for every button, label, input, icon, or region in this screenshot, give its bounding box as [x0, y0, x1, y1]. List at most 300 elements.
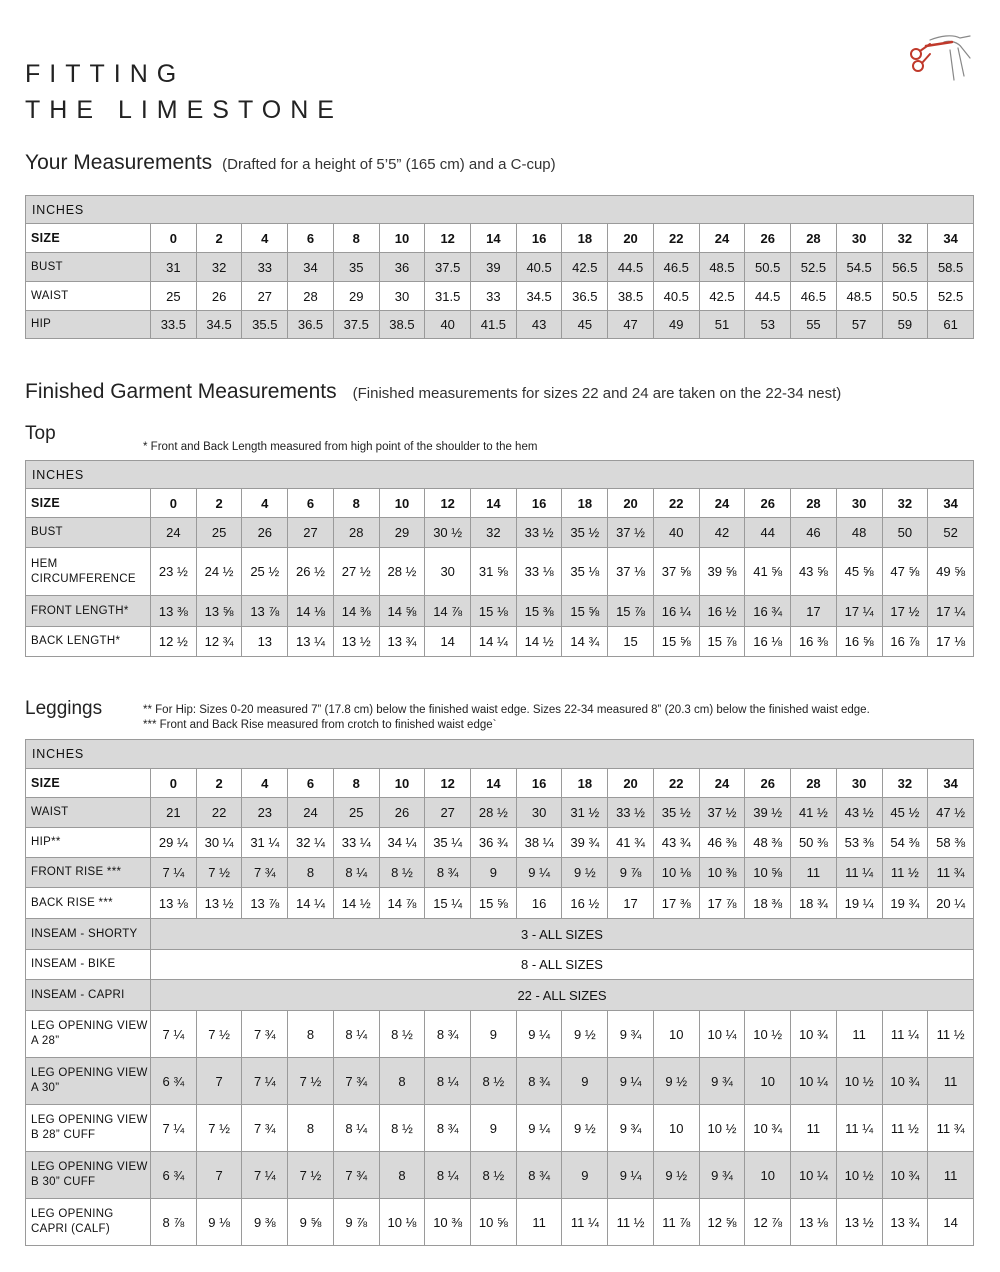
table-cell: 10 ⅛ — [653, 858, 699, 888]
table-cell: 55 — [791, 311, 837, 339]
table-cell: 37 ½ — [699, 798, 745, 828]
table-cell: 10 ½ — [699, 1105, 745, 1152]
row-label: LEG OPENING VIEW B 28” CUFF — [26, 1105, 151, 1152]
table-cell: 14 ½ — [516, 627, 562, 657]
size-header-cell: 6 — [288, 769, 334, 798]
table-cell: 9 ¾ — [608, 1011, 654, 1058]
table-cell: 33.5 — [151, 311, 197, 339]
table-cell: 8 ½ — [379, 1105, 425, 1152]
table-cell: 35 ¼ — [425, 828, 471, 858]
table-cell: 32 — [196, 253, 242, 282]
size-header-cell: 8 — [333, 769, 379, 798]
table-cell: 9 — [471, 1011, 517, 1058]
table-cell: 16 ⅛ — [745, 627, 791, 657]
table-cell: 17 — [608, 888, 654, 919]
table-cell: 7 ¾ — [242, 1011, 288, 1058]
table-cell: 37 ⅝ — [653, 548, 699, 596]
size-header-cell: 2 — [196, 489, 242, 518]
table-cell: 32 ¼ — [288, 828, 334, 858]
table-cell: 38.5 — [608, 282, 654, 311]
leggings-table — [25, 739, 974, 1246]
table-cell: 26 ½ — [288, 548, 334, 596]
table-row — [26, 798, 974, 828]
table-cell: 13 ⅛ — [791, 1199, 837, 1246]
table-cell: 16 ¼ — [653, 596, 699, 627]
table-cell: 50.5 — [882, 282, 928, 311]
table-cell: 17 ⅜ — [653, 888, 699, 919]
table-cell: 39 ¾ — [562, 828, 608, 858]
table-cell: 27 — [242, 282, 288, 311]
table-cell: 10 ¼ — [791, 1152, 837, 1199]
table-cell: 10 — [745, 1058, 791, 1105]
table-cell: 10 ¾ — [745, 1105, 791, 1152]
table-cell: 7 ¾ — [333, 1058, 379, 1105]
table-cell: 16 ¾ — [745, 596, 791, 627]
table-cell: 31 ⅝ — [471, 548, 517, 596]
table-cell: 9 ¾ — [699, 1152, 745, 1199]
size-header-cell: 6 — [288, 224, 334, 253]
table-cell: 13 ½ — [333, 627, 379, 657]
table-cell: 34.5 — [516, 282, 562, 311]
table-cell: 9 ¾ — [699, 1058, 745, 1105]
table-cell: 35 — [333, 253, 379, 282]
size-header-cell: 24 — [699, 224, 745, 253]
size-header-cell: 22 — [653, 769, 699, 798]
table-cell: 25 — [151, 282, 197, 311]
table-cell: 54 ⅜ — [882, 828, 928, 858]
table-cell: 44.5 — [745, 282, 791, 311]
row-label: FRONT RISE *** — [26, 858, 151, 888]
all-sizes-cell: 3 - ALL SIZES — [151, 919, 974, 950]
size-header-cell: 32 — [882, 769, 928, 798]
table-cell: 26 — [242, 518, 288, 548]
size-header-cell: 34 — [928, 489, 974, 518]
size-header-cell: 14 — [471, 489, 517, 518]
table-cell: 11 — [516, 1199, 562, 1246]
size-label: SIZE — [26, 489, 151, 518]
table-cell: 31 ¼ — [242, 828, 288, 858]
size-header-row — [26, 224, 974, 253]
table-cell: 7 ¾ — [242, 858, 288, 888]
table-cell: 9 ¼ — [608, 1152, 654, 1199]
table-cell: 19 ¼ — [836, 888, 882, 919]
table-cell: 12 ½ — [151, 627, 197, 657]
table-cell: 16 ⅝ — [836, 627, 882, 657]
size-header-cell: 34 — [928, 224, 974, 253]
table-cell: 18 ⅜ — [745, 888, 791, 919]
top-note: * Front and Back Length measured from high point of the shoulder to the hem — [143, 441, 538, 453]
table-cell: 11 ¾ — [928, 1105, 974, 1152]
size-header-cell: 12 — [425, 489, 471, 518]
table-cell: 47 — [608, 311, 654, 339]
table-cell: 7 ½ — [196, 1011, 242, 1058]
table-cell: 41 ½ — [791, 798, 837, 828]
table-cell: 29 — [333, 282, 379, 311]
table-cell: 9 ⅝ — [288, 1199, 334, 1246]
table-cell: 52.5 — [791, 253, 837, 282]
table-cell: 39 ½ — [745, 798, 791, 828]
table-cell: 12 ⅞ — [745, 1199, 791, 1246]
table-cell: 26 — [379, 798, 425, 828]
table-cell: 15 ⅛ — [471, 596, 517, 627]
table-cell: 48 — [836, 518, 882, 548]
table-cell: 10 ¼ — [791, 1058, 837, 1105]
table-cell: 17 ⅞ — [699, 888, 745, 919]
table-cell: 24 — [288, 798, 334, 828]
table-cell: 27 — [425, 798, 471, 828]
table-cell: 15 ⅞ — [699, 627, 745, 657]
size-header-cell: 8 — [333, 489, 379, 518]
table-cell: 16 — [516, 888, 562, 919]
table-cell: 11 ½ — [608, 1199, 654, 1246]
table-cell: 8 ¼ — [333, 858, 379, 888]
size-header-cell: 24 — [699, 769, 745, 798]
table-cell: 37.5 — [333, 311, 379, 339]
table-cell: 52 — [928, 518, 974, 548]
row-label: HIP** — [26, 828, 151, 858]
table-cell: 56.5 — [882, 253, 928, 282]
table-cell: 7 ¾ — [333, 1152, 379, 1199]
table-cell: 9 — [562, 1058, 608, 1105]
table-cell: 8 ⅞ — [151, 1199, 197, 1246]
units-label: INCHES — [26, 740, 974, 769]
table-cell: 33 — [471, 282, 517, 311]
size-header-cell: 28 — [791, 769, 837, 798]
table-cell: 43 ⅝ — [791, 548, 837, 596]
units-label: INCHES — [26, 196, 974, 224]
table-cell: 16 ⅜ — [791, 627, 837, 657]
size-header-cell: 12 — [425, 224, 471, 253]
table-cell: 9 ⅞ — [608, 858, 654, 888]
finished-garment-subtitle: (Finished measurements for sizes 22 and 24 are taken on the 22-34 nest) — [352, 385, 842, 402]
size-header-cell: 2 — [196, 224, 242, 253]
table-cell: 32 — [471, 518, 517, 548]
table-cell: 59 — [882, 311, 928, 339]
table-cell: 42 — [699, 518, 745, 548]
size-header-cell: 4 — [242, 224, 288, 253]
table-cell: 26 — [196, 282, 242, 311]
size-header-cell: 0 — [151, 224, 197, 253]
table-cell: 14 ⅞ — [379, 888, 425, 919]
size-header-cell: 18 — [562, 224, 608, 253]
table-cell: 36 — [379, 253, 425, 282]
table-cell: 13 ⅛ — [151, 888, 197, 919]
size-header-cell: 0 — [151, 769, 197, 798]
table-cell: 14 ¾ — [562, 627, 608, 657]
table-cell: 7 ¾ — [242, 1105, 288, 1152]
table-cell: 25 ½ — [242, 548, 288, 596]
size-label: SIZE — [26, 769, 151, 798]
table-cell: 49 — [653, 311, 699, 339]
table-cell: 14 ⅝ — [379, 596, 425, 627]
table-cell: 11 ½ — [882, 858, 928, 888]
table-cell: 14 ⅛ — [288, 596, 334, 627]
table-cell: 36.5 — [288, 311, 334, 339]
table-cell: 15 ⅜ — [516, 596, 562, 627]
table-cell: 13 ¼ — [288, 627, 334, 657]
table-cell: 7 — [196, 1152, 242, 1199]
size-header-cell: 16 — [516, 224, 562, 253]
table-cell: 13 — [242, 627, 288, 657]
table-cell: 10 ¼ — [699, 1011, 745, 1058]
table-cell: 9 ½ — [562, 1011, 608, 1058]
table-cell: 39 — [471, 253, 517, 282]
size-header-cell: 14 — [471, 224, 517, 253]
table-cell: 36.5 — [562, 282, 608, 311]
page-title-line-2: THE LIMESTONE — [25, 96, 343, 124]
table-cell: 42.5 — [699, 282, 745, 311]
table-cell: 8 ½ — [471, 1152, 517, 1199]
table-cell: 8 ¾ — [425, 858, 471, 888]
table-cell: 11 ½ — [928, 1011, 974, 1058]
size-header-cell: 14 — [471, 769, 517, 798]
table-cell: 15 ⅝ — [562, 596, 608, 627]
table-cell: 14 ¼ — [471, 627, 517, 657]
table-cell: 38.5 — [379, 311, 425, 339]
table-cell: 16 ⅞ — [882, 627, 928, 657]
table-cell: 10 ¾ — [882, 1152, 928, 1199]
table-cell: 38 ¼ — [516, 828, 562, 858]
table-cell: 7 ½ — [196, 1105, 242, 1152]
table-cell: 9 ⅛ — [196, 1199, 242, 1246]
table-cell: 11 — [928, 1152, 974, 1199]
table-cell: 24 ½ — [196, 548, 242, 596]
table-cell: 10 ⅜ — [699, 858, 745, 888]
table-cell: 13 ¾ — [379, 627, 425, 657]
row-label: LEG OPENING CAPRI (CALF) — [26, 1199, 151, 1246]
top-table — [25, 460, 974, 657]
table-cell: 9 — [471, 1105, 517, 1152]
table-cell: 8 ¼ — [333, 1011, 379, 1058]
row-label: BUST — [26, 518, 151, 548]
size-header-cell: 4 — [242, 769, 288, 798]
table-cell: 24 — [151, 518, 197, 548]
table-row — [26, 858, 974, 888]
table-cell: 48.5 — [836, 282, 882, 311]
table-cell: 41 ¾ — [608, 828, 654, 858]
table-cell: 43 ½ — [836, 798, 882, 828]
table-cell: 10 ½ — [836, 1152, 882, 1199]
size-header-row — [26, 769, 974, 798]
top-heading: Top — [25, 423, 56, 444]
table-cell: 12 ⅝ — [699, 1199, 745, 1246]
size-header-cell: 32 — [882, 489, 928, 518]
table-cell: 45 — [562, 311, 608, 339]
table-cell: 9 ½ — [653, 1058, 699, 1105]
table-cell: 49 ⅝ — [928, 548, 974, 596]
table-row — [26, 919, 974, 950]
size-header-cell: 10 — [379, 769, 425, 798]
table-cell: 10 ⅛ — [379, 1199, 425, 1246]
your-measurements-title: Your Measurements — [25, 151, 213, 174]
table-cell: 10 ⅝ — [745, 858, 791, 888]
table-cell: 47 ½ — [928, 798, 974, 828]
table-cell: 35 ⅛ — [562, 548, 608, 596]
table-cell: 33 ½ — [608, 798, 654, 828]
table-cell: 51 — [699, 311, 745, 339]
table-cell: 34.5 — [196, 311, 242, 339]
size-header-cell: 34 — [928, 769, 974, 798]
size-header-cell: 26 — [745, 489, 791, 518]
table-cell: 11 — [836, 1011, 882, 1058]
table-row — [26, 1105, 974, 1152]
table-cell: 57 — [836, 311, 882, 339]
table-cell: 33 ⅛ — [516, 548, 562, 596]
table-cell: 25 — [196, 518, 242, 548]
table-cell: 9 ½ — [653, 1152, 699, 1199]
table-cell: 10 ¾ — [791, 1011, 837, 1058]
table-cell: 23 ½ — [151, 548, 197, 596]
units-row — [26, 461, 974, 489]
table-cell: 17 ⅛ — [928, 627, 974, 657]
table-cell: 27 ½ — [333, 548, 379, 596]
table-cell: 54.5 — [836, 253, 882, 282]
table-cell: 9 ⅞ — [333, 1199, 379, 1246]
table-cell: 19 ¾ — [882, 888, 928, 919]
table-cell: 9 ¼ — [516, 1105, 562, 1152]
table-cell: 7 ¼ — [242, 1152, 288, 1199]
table-row — [26, 1199, 974, 1246]
row-label: HIP — [26, 311, 151, 339]
table-cell: 40 — [425, 311, 471, 339]
table-cell: 10 — [653, 1105, 699, 1152]
table-cell: 7 ¼ — [242, 1058, 288, 1105]
table-cell: 11 ½ — [882, 1105, 928, 1152]
row-label: WAIST — [26, 282, 151, 311]
table-cell: 8 — [379, 1058, 425, 1105]
table-cell: 33 — [242, 253, 288, 282]
table-cell: 40.5 — [653, 282, 699, 311]
table-cell: 30 — [379, 282, 425, 311]
table-cell: 13 ⅜ — [151, 596, 197, 627]
table-cell: 9 ¾ — [608, 1105, 654, 1152]
table-cell: 45 ⅝ — [836, 548, 882, 596]
table-cell: 30 ½ — [425, 518, 471, 548]
all-sizes-cell: 8 - ALL SIZES — [151, 950, 974, 980]
table-cell: 40 — [653, 518, 699, 548]
your-measurements-table — [25, 195, 974, 339]
size-header-cell: 30 — [836, 769, 882, 798]
table-cell: 8 ¼ — [333, 1105, 379, 1152]
table-row — [26, 548, 974, 596]
table-cell: 11 ¼ — [836, 858, 882, 888]
table-cell: 50 ⅜ — [791, 828, 837, 858]
size-header-cell: 16 — [516, 769, 562, 798]
table-cell: 9 ¼ — [516, 858, 562, 888]
table-cell: 7 ½ — [288, 1058, 334, 1105]
row-label: INSEAM - BIKE — [26, 950, 151, 980]
table-cell: 6 ¾ — [151, 1058, 197, 1105]
table-cell: 9 ½ — [562, 858, 608, 888]
table-cell: 8 ½ — [471, 1058, 517, 1105]
row-label: BACK RISE *** — [26, 888, 151, 919]
table-cell: 20 ¼ — [928, 888, 974, 919]
finished-garment-heading — [25, 380, 841, 404]
table-cell: 29 ¼ — [151, 828, 197, 858]
table-cell: 12 ¾ — [196, 627, 242, 657]
table-cell: 46 — [791, 518, 837, 548]
size-header-cell: 16 — [516, 489, 562, 518]
row-label: HEM CIRCUMFERENCE — [26, 548, 151, 596]
table-cell: 11 — [928, 1058, 974, 1105]
table-cell: 44 — [745, 518, 791, 548]
size-header-cell: 22 — [653, 489, 699, 518]
table-cell: 14 — [425, 627, 471, 657]
table-cell: 8 — [288, 1105, 334, 1152]
table-cell: 41 ⅝ — [745, 548, 791, 596]
leggings-note-2: *** Front and Back Rise measured from crotch to finished waist edge` — [143, 719, 497, 731]
table-row — [26, 888, 974, 919]
table-cell: 7 ½ — [196, 858, 242, 888]
table-cell: 30 — [425, 548, 471, 596]
table-cell: 11 ¾ — [928, 858, 974, 888]
your-measurements-heading — [25, 151, 556, 175]
row-label: FRONT LENGTH* — [26, 596, 151, 627]
table-cell: 35 ½ — [653, 798, 699, 828]
table-cell: 25 — [333, 798, 379, 828]
table-cell: 10 ½ — [836, 1058, 882, 1105]
size-header-cell: 22 — [653, 224, 699, 253]
size-header-cell: 2 — [196, 769, 242, 798]
table-cell: 11 — [791, 858, 837, 888]
table-cell: 30 ¼ — [196, 828, 242, 858]
table-cell: 17 ½ — [882, 596, 928, 627]
table-cell: 45 ½ — [882, 798, 928, 828]
table-cell: 10 ½ — [745, 1011, 791, 1058]
size-header-cell: 4 — [242, 489, 288, 518]
page-title-line-1: FITTING — [25, 60, 186, 88]
table-cell: 18 ¾ — [791, 888, 837, 919]
table-row — [26, 596, 974, 627]
table-cell: 7 ¼ — [151, 1011, 197, 1058]
size-header-cell: 20 — [608, 224, 654, 253]
table-row — [26, 980, 974, 1011]
units-row — [26, 196, 974, 224]
your-measurements-subtitle: (Drafted for a height of 5’5” (165 cm) and a C-cup) — [222, 156, 556, 173]
units-label: INCHES — [26, 461, 974, 489]
table-row — [26, 1152, 974, 1199]
table-cell: 10 ⅝ — [471, 1199, 517, 1246]
table-cell: 14 ⅜ — [333, 596, 379, 627]
table-cell: 53 ⅜ — [836, 828, 882, 858]
table-cell: 7 ½ — [288, 1152, 334, 1199]
row-label: BUST — [26, 253, 151, 282]
size-header-cell: 26 — [745, 224, 791, 253]
table-cell: 8 ½ — [379, 858, 425, 888]
table-cell: 48 ⅜ — [745, 828, 791, 858]
table-cell: 11 ⅞ — [653, 1199, 699, 1246]
table-cell: 14 ¼ — [288, 888, 334, 919]
table-cell: 40.5 — [516, 253, 562, 282]
table-cell: 43 ¾ — [653, 828, 699, 858]
table-cell: 10 — [653, 1011, 699, 1058]
table-cell: 28 — [288, 282, 334, 311]
table-cell: 17 ¼ — [928, 596, 974, 627]
table-cell: 9 ½ — [562, 1105, 608, 1152]
table-cell: 8 ¾ — [425, 1105, 471, 1152]
table-cell: 14 ⅞ — [425, 596, 471, 627]
table-cell: 53 — [745, 311, 791, 339]
size-header-row — [26, 489, 974, 518]
table-cell: 9 — [562, 1152, 608, 1199]
table-cell: 43 — [516, 311, 562, 339]
table-cell: 48.5 — [699, 253, 745, 282]
table-cell: 61 — [928, 311, 974, 339]
table-cell: 17 ¼ — [836, 596, 882, 627]
table-cell: 39 ⅝ — [699, 548, 745, 596]
table-cell: 15 ⅞ — [608, 596, 654, 627]
table-cell: 21 — [151, 798, 197, 828]
